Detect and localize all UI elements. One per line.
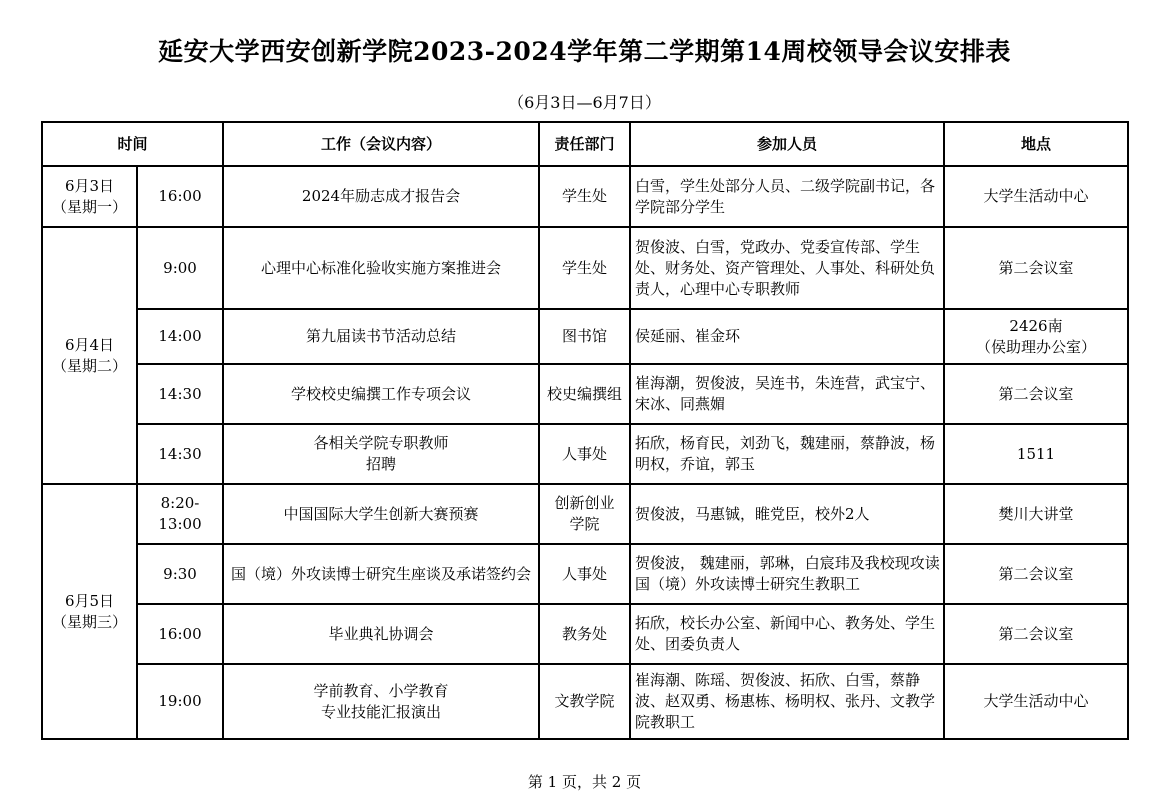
table-row (42, 227, 1128, 309)
people-cell: 崔海潮，贺俊波，吴连书，朱连营，武宝宁、宋冰、同燕媚 (630, 364, 944, 424)
page-number-footer: 第 1 页，共 2 页 (527, 773, 642, 791)
time-cell: 14:30 (137, 424, 223, 484)
dept-cell: 学生处 (539, 227, 630, 309)
people-cell: 侯延丽、崔金环 (630, 309, 944, 364)
dept-cell: 校史编撰组 (539, 364, 630, 424)
dept-cell: 人事处 (539, 544, 630, 604)
time-cell: 14:00 (137, 309, 223, 364)
header-work: 工作（会议内容） (223, 122, 539, 166)
dept-cell: 文教学院 (539, 664, 630, 739)
dept-cell: 学生处 (539, 166, 630, 227)
place-cell: 第二会议室 (944, 604, 1128, 664)
page-title: 延安大学西安创新学院2023-2024学年第二学期第14周校领导会议安排表 (158, 37, 1011, 66)
people-cell: 贺俊波， 魏建丽，郭琳，白宸玮及我校现攻读国（境）外攻读博士研究生教职工 (630, 544, 944, 604)
header-people: 参加人员 (630, 122, 944, 166)
time-cell: 14:30 (137, 364, 223, 424)
meeting-schedule-table (41, 121, 1129, 740)
time-cell: 9:30 (137, 544, 223, 604)
people-cell: 拓欣，杨育民，刘劲飞，魏建丽，蔡静波，杨明权，乔谊，郭玉 (630, 424, 944, 484)
header-time: 时间 (42, 122, 223, 166)
work-cell: 2024年励志成才报告会 (223, 166, 539, 227)
place-cell: 1511 (944, 424, 1128, 484)
table-row (42, 424, 1128, 484)
table-row (42, 484, 1128, 544)
dept-cell: 图书馆 (539, 309, 630, 364)
work-cell: 各相关学院专职教师 招聘 (223, 424, 539, 484)
time-cell: 16:00 (137, 166, 223, 227)
work-cell: 毕业典礼协调会 (223, 604, 539, 664)
time-cell: 19:00 (137, 664, 223, 739)
date-cell: 6月3日 （星期一） (42, 166, 137, 227)
table-row (42, 604, 1128, 664)
dept-cell: 创新创业 学院 (539, 484, 630, 544)
people-cell: 贺俊波，马惠铖，睢党臣，校外2人 (630, 484, 944, 544)
people-cell: 贺俊波、白雪，党政办、党委宣传部、学生处、财务处、资产管理处、人事处、科研处负责人，心理中心专职教师 (630, 227, 944, 309)
header-dept: 责任部门 (539, 122, 630, 166)
people-cell: 崔海潮、陈瑶、贺俊波、拓欣、白雪，蔡静波、赵双勇、杨惠栋、杨明权、张丹、文教学院教职工 (630, 664, 944, 739)
dept-cell: 教务处 (539, 604, 630, 664)
date-cell: 6月4日 （星期二） (42, 227, 137, 484)
work-cell: 学前教育、小学教育 专业技能汇报演出 (223, 664, 539, 739)
time-cell: 9:00 (137, 227, 223, 309)
place-cell: 第二会议室 (944, 227, 1128, 309)
header-place: 地点 (944, 122, 1128, 166)
table-row (42, 166, 1128, 227)
people-cell: 拓欣，校长办公室、新闻中心、教务处、学生处、团委负责人 (630, 604, 944, 664)
place-cell: 第二会议室 (944, 364, 1128, 424)
place-cell: 第二会议室 (944, 544, 1128, 604)
work-cell: 国（境）外攻读博士研究生座谈及承诺签约会 (223, 544, 539, 604)
date-range-subtitle: （6月3日—6月7日） (508, 93, 661, 112)
work-cell: 心理中心标准化验收实施方案推进会 (223, 227, 539, 309)
work-cell: 第九届读书节活动总结 (223, 309, 539, 364)
time-cell: 16:00 (137, 604, 223, 664)
table-row (42, 309, 1128, 364)
table-row (42, 544, 1128, 604)
place-cell: 大学生活动中心 (944, 166, 1128, 227)
work-cell: 学校校史编撰工作专项会议 (223, 364, 539, 424)
date-cell: 6月5日 （星期三） (42, 484, 137, 739)
time-cell: 8:20-13:00 (137, 484, 223, 544)
table-row (42, 364, 1128, 424)
dept-cell: 人事处 (539, 424, 630, 484)
header-row (42, 122, 1128, 166)
place-cell: 大学生活动中心 (944, 664, 1128, 739)
table-row (42, 664, 1128, 739)
people-cell: 白雪，学生处部分人员、二级学院副书记，各学院部分学生 (630, 166, 944, 227)
work-cell: 中国国际大学生创新大赛预赛 (223, 484, 539, 544)
place-cell: 2426南 （侯助理办公室） (944, 309, 1128, 364)
place-cell: 樊川大讲堂 (944, 484, 1128, 544)
